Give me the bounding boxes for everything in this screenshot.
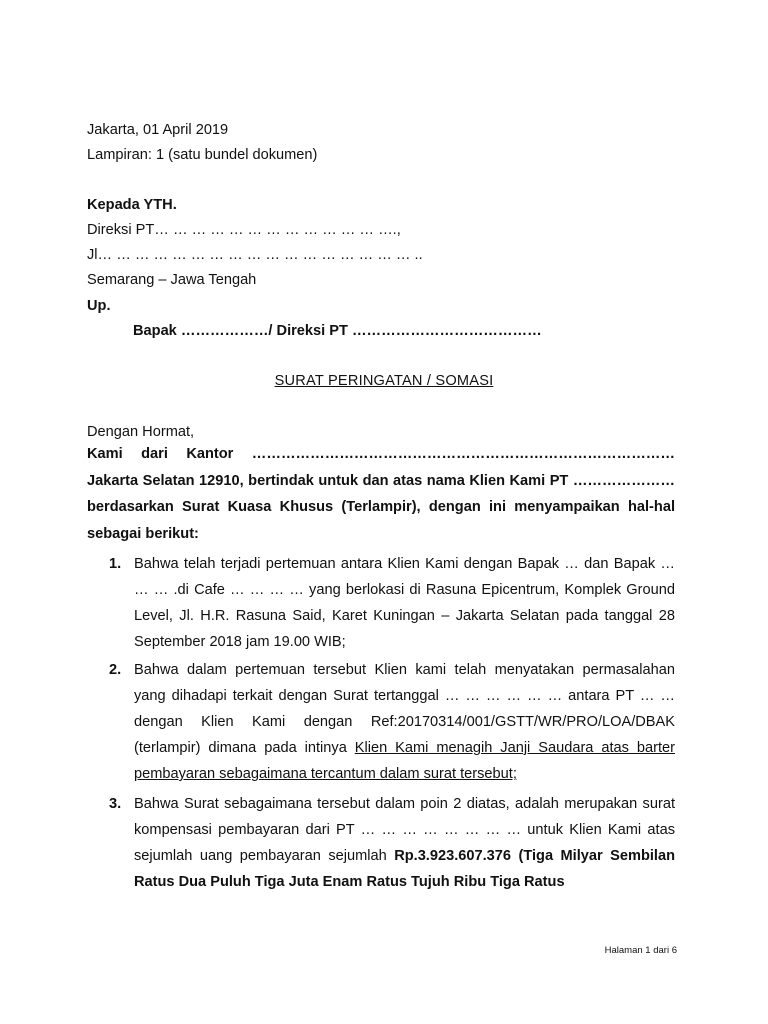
list-item	[87, 551, 675, 655]
recipient-city: Semarang – Jawa Tengah	[87, 272, 257, 288]
list-item	[87, 657, 675, 787]
item-text-plain: Bahwa dalam pertemuan tersebut Klien kami telah menyatakan permasalahan yang dihadapi terkait dengan Surat tertanggal … … … … … … antara PT … … dengan Klien Kami dengan Ref:20170314/001/GSTT/WR/PRO/LOA/DBAK (terlampir) dimana pada intinya	[134, 662, 675, 756]
item-text	[134, 791, 675, 895]
letter-title: SURAT PERINGATAN / SOMASI	[274, 373, 494, 389]
item-text-plain: Bahwa Surat sebagaimana tersebut dalam poin 2 diatas, adalah merupakan surat kompensasi pembayaran dari PT … … … … … … … … untuk Klien Kami atas sejumlah uang pembayaran sejumlah	[134, 796, 675, 864]
item-number: 3.	[109, 796, 122, 812]
city-date: Jakarta, 01 April 2019	[87, 122, 229, 138]
salutation: Dengan Hormat,	[87, 424, 195, 440]
item-text-bold: Rp.3.923.607.376 (Tiga Milyar Sembilan Ratus Dua Puluh Tiga Juta Enam Ratus Tujuh Ribu Tiga Ratus	[134, 848, 676, 890]
opening-paragraph: Kami dari Kantor …………………………………………………………………………… Jakarta Selatan 12910, bertindak untuk dan atas nama Klien Kami PT ………………… berdasarkan Surat Kuasa Khusus (Terlampir), dengan ini menyampaikan hal-hal sebagai berikut:	[87, 446, 675, 542]
item-number: 2.	[109, 662, 122, 678]
item-text: Bahwa telah terjadi pertemuan antara Klien Kami dengan Bapak … dan Bapak … … … .di Cafe … … … … yang berlokasi di Rasuna Epicentrum, Komplek Ground Level, Jl. H.R. Rasuna Said, Karet Kuningan – Jakarta Selatan pada tanggal 28 September 2018 jam 19.00 WIB;	[134, 556, 675, 650]
attachment-line: Lampiran: 1 (satu bundel dokumen)	[87, 147, 318, 163]
attention-label: Up.	[87, 298, 111, 314]
page-number: Halaman 1 dari 6	[604, 945, 677, 956]
item-text	[134, 657, 675, 787]
recipient-street: Jl… … … … … … … … … … … … … … … … … ..	[87, 247, 423, 263]
attention-line: Bapak ………………/ Direksi PT …………………………………	[133, 323, 542, 339]
item-number: 1.	[109, 556, 122, 572]
recipient-company: Direksi PT… … … … … … … … … … … … ….,	[87, 222, 401, 238]
recipient-label: Kepada YTH.	[87, 197, 177, 213]
list-item	[87, 791, 675, 895]
item-text-underlined: Klien Kami menagih Janji Saudara atas barter pembayaran sebagaimana tercantum dalam surat tersebut;	[134, 740, 676, 782]
